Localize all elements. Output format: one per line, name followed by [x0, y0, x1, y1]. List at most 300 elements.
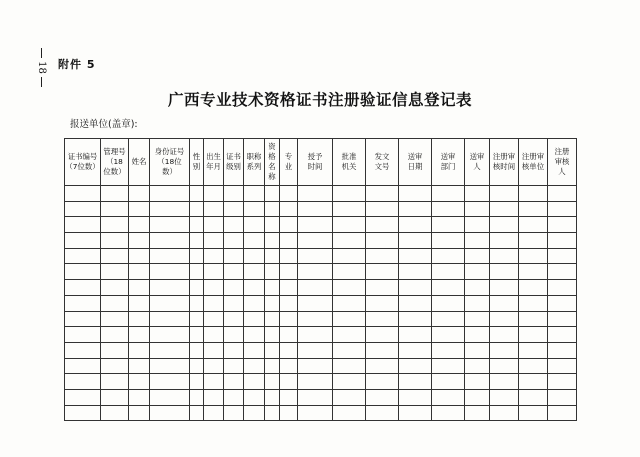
table-cell[interactable]: [432, 358, 465, 374]
page-number-dash-bottom: [41, 77, 42, 87]
table-cell[interactable]: [265, 201, 280, 217]
table-cell[interactable]: [65, 264, 101, 280]
table-cell[interactable]: [399, 186, 432, 202]
table-cell[interactable]: [129, 389, 150, 405]
table-cell[interactable]: [519, 311, 548, 327]
table-cell[interactable]: [366, 342, 399, 358]
table-cell[interactable]: [490, 311, 519, 327]
table-cell[interactable]: [224, 264, 244, 280]
table-cell[interactable]: [519, 201, 548, 217]
table-cell[interactable]: [366, 280, 399, 296]
table-cell[interactable]: [519, 389, 548, 405]
table-cell[interactable]: [129, 217, 150, 233]
table-cell[interactable]: [333, 248, 366, 264]
table-cell[interactable]: [490, 405, 519, 421]
table-cell[interactable]: [399, 217, 432, 233]
table-cell[interactable]: [190, 358, 204, 374]
table-cell[interactable]: [265, 389, 280, 405]
table-row: [65, 264, 577, 280]
table-cell[interactable]: [548, 186, 577, 202]
table-cell[interactable]: [101, 186, 129, 202]
table-cell[interactable]: [280, 248, 298, 264]
table-cell[interactable]: [548, 217, 577, 233]
table-cell[interactable]: [465, 264, 490, 280]
table-cell[interactable]: [465, 389, 490, 405]
table-cell[interactable]: [298, 374, 333, 390]
table-cell[interactable]: [204, 248, 224, 264]
table-cell[interactable]: [265, 264, 280, 280]
table-cell[interactable]: [366, 217, 399, 233]
table-cell[interactable]: [366, 295, 399, 311]
column-header: 姓名: [129, 139, 150, 186]
table-cell[interactable]: [298, 327, 333, 343]
table-cell[interactable]: [548, 405, 577, 421]
table-cell[interactable]: [298, 217, 333, 233]
table-cell[interactable]: [490, 342, 519, 358]
table-cell[interactable]: [224, 327, 244, 343]
table-cell[interactable]: [204, 358, 224, 374]
table-cell[interactable]: [280, 217, 298, 233]
table-cell[interactable]: [129, 233, 150, 249]
table-cell[interactable]: [298, 358, 333, 374]
table-cell[interactable]: [224, 280, 244, 296]
table-cell[interactable]: [333, 280, 366, 296]
table-cell[interactable]: [298, 264, 333, 280]
table-cell[interactable]: [101, 358, 129, 374]
table-cell[interactable]: [204, 405, 224, 421]
table-cell[interactable]: [101, 280, 129, 296]
column-header: 送审 部门: [432, 139, 465, 186]
table-cell[interactable]: [333, 327, 366, 343]
table-cell[interactable]: [65, 327, 101, 343]
table-cell[interactable]: [190, 186, 204, 202]
table-cell[interactable]: [65, 186, 101, 202]
table-cell[interactable]: [490, 233, 519, 249]
table-cell[interactable]: [298, 280, 333, 296]
table-cell[interactable]: [432, 264, 465, 280]
table-cell[interactable]: [150, 327, 190, 343]
table-cell[interactable]: [366, 186, 399, 202]
registration-table: [64, 138, 577, 421]
table-cell[interactable]: [366, 358, 399, 374]
table-cell[interactable]: [65, 295, 101, 311]
table-cell[interactable]: [366, 389, 399, 405]
table-cell[interactable]: [265, 217, 280, 233]
table-cell[interactable]: [190, 264, 204, 280]
table-cell[interactable]: [548, 201, 577, 217]
table-cell[interactable]: [244, 389, 265, 405]
table-cell[interactable]: [432, 201, 465, 217]
table-cell[interactable]: [101, 264, 129, 280]
table-row: [65, 311, 577, 327]
table-cell[interactable]: [265, 280, 280, 296]
table-cell[interactable]: [244, 217, 265, 233]
table-cell[interactable]: [150, 405, 190, 421]
table-cell[interactable]: [101, 389, 129, 405]
table-cell[interactable]: [519, 217, 548, 233]
table-cell[interactable]: [366, 233, 399, 249]
table-cell[interactable]: [129, 374, 150, 390]
table-cell[interactable]: [190, 201, 204, 217]
table-cell[interactable]: [465, 186, 490, 202]
table-cell[interactable]: [548, 295, 577, 311]
table-cell[interactable]: [265, 374, 280, 390]
table-cell[interactable]: [366, 264, 399, 280]
table-cell[interactable]: [399, 327, 432, 343]
table-cell[interactable]: [280, 342, 298, 358]
table-cell[interactable]: [204, 217, 224, 233]
table-cell[interactable]: [490, 217, 519, 233]
table-cell[interactable]: [190, 327, 204, 343]
table-cell[interactable]: [244, 233, 265, 249]
table-cell[interactable]: [399, 374, 432, 390]
column-header: 批准 机关: [333, 139, 366, 186]
table-cell[interactable]: [519, 280, 548, 296]
table-cell[interactable]: [265, 248, 280, 264]
table-cell[interactable]: [101, 295, 129, 311]
table-cell[interactable]: [150, 295, 190, 311]
table-cell[interactable]: [366, 201, 399, 217]
table-cell[interactable]: [465, 311, 490, 327]
table-cell[interactable]: [333, 233, 366, 249]
table-cell[interactable]: [548, 280, 577, 296]
table-cell[interactable]: [129, 280, 150, 296]
table-cell[interactable]: [65, 374, 101, 390]
table-cell[interactable]: [280, 295, 298, 311]
table-cell[interactable]: [150, 374, 190, 390]
table-cell[interactable]: [333, 201, 366, 217]
table-cell[interactable]: [224, 358, 244, 374]
table-cell[interactable]: [244, 201, 265, 217]
table-cell[interactable]: [129, 264, 150, 280]
table-cell[interactable]: [150, 311, 190, 327]
table-cell[interactable]: [298, 248, 333, 264]
table-cell[interactable]: [224, 342, 244, 358]
table-cell[interactable]: [280, 374, 298, 390]
table-cell[interactable]: [190, 389, 204, 405]
table-cell[interactable]: [244, 311, 265, 327]
table-cell[interactable]: [432, 327, 465, 343]
table-cell[interactable]: [333, 264, 366, 280]
table-cell[interactable]: [519, 264, 548, 280]
table-cell[interactable]: [129, 358, 150, 374]
table-cell[interactable]: [224, 405, 244, 421]
table-cell[interactable]: [280, 201, 298, 217]
table-cell[interactable]: [432, 186, 465, 202]
table-cell[interactable]: [150, 264, 190, 280]
table-cell[interactable]: [150, 342, 190, 358]
table-cell[interactable]: [150, 217, 190, 233]
table-cell[interactable]: [298, 405, 333, 421]
table-cell[interactable]: [244, 342, 265, 358]
table-cell[interactable]: [204, 233, 224, 249]
table-cell[interactable]: [298, 186, 333, 202]
table-cell[interactable]: [129, 311, 150, 327]
table-cell[interactable]: [432, 389, 465, 405]
table-cell[interactable]: [366, 248, 399, 264]
table-cell[interactable]: [548, 327, 577, 343]
table-cell[interactable]: [399, 233, 432, 249]
table-cell[interactable]: [65, 389, 101, 405]
table-cell[interactable]: [548, 342, 577, 358]
table-cell[interactable]: [280, 358, 298, 374]
table-cell[interactable]: [101, 374, 129, 390]
table-cell[interactable]: [101, 248, 129, 264]
table-cell[interactable]: [519, 186, 548, 202]
table-cell[interactable]: [465, 405, 490, 421]
table-cell[interactable]: [224, 374, 244, 390]
table-cell[interactable]: [244, 264, 265, 280]
table-cell[interactable]: [190, 342, 204, 358]
table-cell[interactable]: [129, 342, 150, 358]
table-cell[interactable]: [465, 201, 490, 217]
table-cell[interactable]: [333, 358, 366, 374]
table-cell[interactable]: [465, 342, 490, 358]
table-cell[interactable]: [65, 201, 101, 217]
table-cell[interactable]: [190, 374, 204, 390]
table-cell[interactable]: [519, 374, 548, 390]
table-cell[interactable]: [204, 389, 224, 405]
table-cell[interactable]: [204, 280, 224, 296]
table-cell[interactable]: [150, 358, 190, 374]
table-cell[interactable]: [432, 311, 465, 327]
table-cell[interactable]: [65, 280, 101, 296]
table-cell[interactable]: [333, 186, 366, 202]
table-cell[interactable]: [432, 342, 465, 358]
table-row: [65, 389, 577, 405]
table-cell[interactable]: [150, 389, 190, 405]
table-header-row: [65, 139, 577, 186]
table-cell[interactable]: [190, 405, 204, 421]
table-cell[interactable]: [465, 295, 490, 311]
table-cell[interactable]: [366, 374, 399, 390]
table-cell[interactable]: [244, 405, 265, 421]
table-cell[interactable]: [265, 186, 280, 202]
table-cell[interactable]: [65, 311, 101, 327]
table-cell[interactable]: [366, 327, 399, 343]
table-cell[interactable]: [280, 327, 298, 343]
table-cell[interactable]: [204, 186, 224, 202]
table-cell[interactable]: [490, 186, 519, 202]
table-cell[interactable]: [265, 342, 280, 358]
table-cell[interactable]: [333, 389, 366, 405]
table-cell[interactable]: [519, 405, 548, 421]
table-cell[interactable]: [399, 201, 432, 217]
table-cell[interactable]: [204, 327, 224, 343]
table-cell[interactable]: [129, 327, 150, 343]
table-cell[interactable]: [224, 295, 244, 311]
table-cell[interactable]: [129, 248, 150, 264]
table-cell[interactable]: [101, 327, 129, 343]
table-cell[interactable]: [432, 233, 465, 249]
table-cell[interactable]: [490, 248, 519, 264]
table-cell[interactable]: [519, 295, 548, 311]
table-cell[interactable]: [490, 358, 519, 374]
table-cell[interactable]: [224, 311, 244, 327]
table-cell[interactable]: [204, 374, 224, 390]
table-cell[interactable]: [265, 405, 280, 421]
table-cell[interactable]: [399, 248, 432, 264]
table-cell[interactable]: [244, 248, 265, 264]
table-cell[interactable]: [490, 389, 519, 405]
table-row: [65, 405, 577, 421]
table-cell[interactable]: [129, 186, 150, 202]
table-cell[interactable]: [101, 233, 129, 249]
table-cell[interactable]: [190, 233, 204, 249]
table-cell[interactable]: [224, 217, 244, 233]
table-cell[interactable]: [190, 311, 204, 327]
table-cell[interactable]: [244, 280, 265, 296]
table-cell[interactable]: [280, 405, 298, 421]
table-cell[interactable]: [519, 248, 548, 264]
table-cell[interactable]: [465, 374, 490, 390]
column-header: 送审 人: [465, 139, 490, 186]
table-cell[interactable]: [465, 217, 490, 233]
table-cell[interactable]: [204, 201, 224, 217]
table-cell[interactable]: [519, 358, 548, 374]
table-cell[interactable]: [399, 342, 432, 358]
table-cell[interactable]: [519, 327, 548, 343]
table-cell[interactable]: [224, 186, 244, 202]
table-cell[interactable]: [298, 342, 333, 358]
table-cell[interactable]: [298, 233, 333, 249]
table-cell[interactable]: [432, 217, 465, 233]
table-cell[interactable]: [280, 233, 298, 249]
table-cell[interactable]: [129, 405, 150, 421]
table-cell[interactable]: [65, 342, 101, 358]
table-cell[interactable]: [150, 248, 190, 264]
table-cell[interactable]: [190, 295, 204, 311]
table-cell[interactable]: [399, 295, 432, 311]
table-cell[interactable]: [298, 201, 333, 217]
table-cell[interactable]: [548, 389, 577, 405]
table-cell[interactable]: [548, 233, 577, 249]
table-cell[interactable]: [490, 374, 519, 390]
table-cell[interactable]: [129, 295, 150, 311]
table-cell[interactable]: [548, 248, 577, 264]
table-cell[interactable]: [265, 358, 280, 374]
table-cell[interactable]: [150, 233, 190, 249]
table-cell[interactable]: [519, 342, 548, 358]
table-cell[interactable]: [432, 405, 465, 421]
table-cell[interactable]: [399, 280, 432, 296]
table-cell[interactable]: [298, 311, 333, 327]
table-cell[interactable]: [333, 217, 366, 233]
table-cell[interactable]: [519, 233, 548, 249]
table-cell[interactable]: [65, 405, 101, 421]
table-cell[interactable]: [432, 374, 465, 390]
table-cell[interactable]: [244, 295, 265, 311]
table-cell[interactable]: [465, 327, 490, 343]
table-cell[interactable]: [204, 342, 224, 358]
table-row: [65, 280, 577, 296]
table-cell[interactable]: [333, 311, 366, 327]
table-cell[interactable]: [465, 358, 490, 374]
table-cell[interactable]: [490, 295, 519, 311]
table-cell[interactable]: [280, 186, 298, 202]
table-cell[interactable]: [465, 233, 490, 249]
table-cell[interactable]: [224, 201, 244, 217]
table-cell[interactable]: [65, 217, 101, 233]
table-cell[interactable]: [548, 264, 577, 280]
table-cell[interactable]: [101, 201, 129, 217]
column-header: 专 业: [280, 139, 298, 186]
table-cell[interactable]: [280, 280, 298, 296]
table-cell[interactable]: [244, 358, 265, 374]
table-cell[interactable]: [190, 217, 204, 233]
table-cell[interactable]: [465, 248, 490, 264]
table-cell[interactable]: [265, 327, 280, 343]
table-cell[interactable]: [490, 327, 519, 343]
table-cell[interactable]: [465, 280, 490, 296]
table-cell[interactable]: [101, 405, 129, 421]
table-cell[interactable]: [280, 264, 298, 280]
table-cell[interactable]: [333, 405, 366, 421]
table-cell[interactable]: [432, 280, 465, 296]
table-cell[interactable]: [366, 405, 399, 421]
table-cell[interactable]: [366, 311, 399, 327]
table-cell[interactable]: [224, 248, 244, 264]
table-cell[interactable]: [129, 201, 150, 217]
table-cell[interactable]: [399, 264, 432, 280]
table-cell[interactable]: [333, 295, 366, 311]
table-cell[interactable]: [150, 186, 190, 202]
table-cell[interactable]: [150, 280, 190, 296]
table-cell[interactable]: [244, 186, 265, 202]
table-cell[interactable]: [244, 374, 265, 390]
table-cell[interactable]: [204, 295, 224, 311]
table-cell[interactable]: [280, 311, 298, 327]
table-cell[interactable]: [490, 280, 519, 296]
table-cell[interactable]: [101, 217, 129, 233]
table-cell[interactable]: [190, 248, 204, 264]
table-cell[interactable]: [333, 342, 366, 358]
table-cell[interactable]: [548, 311, 577, 327]
table-cell[interactable]: [548, 374, 577, 390]
table-cell[interactable]: [399, 405, 432, 421]
table-cell[interactable]: [244, 327, 265, 343]
table-cell[interactable]: [150, 201, 190, 217]
table-cell[interactable]: [399, 311, 432, 327]
table-cell[interactable]: [432, 248, 465, 264]
table-cell[interactable]: [548, 358, 577, 374]
table-cell[interactable]: [224, 233, 244, 249]
table-cell[interactable]: [190, 280, 204, 296]
column-header: 身份证号 （18位 数）: [150, 139, 190, 186]
table-cell[interactable]: [265, 295, 280, 311]
table-cell[interactable]: [204, 264, 224, 280]
table-cell[interactable]: [224, 389, 244, 405]
table-cell[interactable]: [204, 311, 224, 327]
table-cell[interactable]: [399, 358, 432, 374]
table-cell[interactable]: [280, 389, 298, 405]
table-cell[interactable]: [399, 389, 432, 405]
table-cell[interactable]: [490, 201, 519, 217]
table-cell[interactable]: [265, 311, 280, 327]
table-cell[interactable]: [65, 233, 101, 249]
table-cell[interactable]: [101, 311, 129, 327]
table-cell[interactable]: [65, 248, 101, 264]
table-cell[interactable]: [298, 295, 333, 311]
table-cell[interactable]: [298, 389, 333, 405]
table-cell[interactable]: [265, 233, 280, 249]
table-cell[interactable]: [101, 342, 129, 358]
table-row: [65, 327, 577, 343]
table-cell[interactable]: [333, 374, 366, 390]
table-cell[interactable]: [490, 264, 519, 280]
table-cell[interactable]: [432, 295, 465, 311]
table-cell[interactable]: [65, 358, 101, 374]
